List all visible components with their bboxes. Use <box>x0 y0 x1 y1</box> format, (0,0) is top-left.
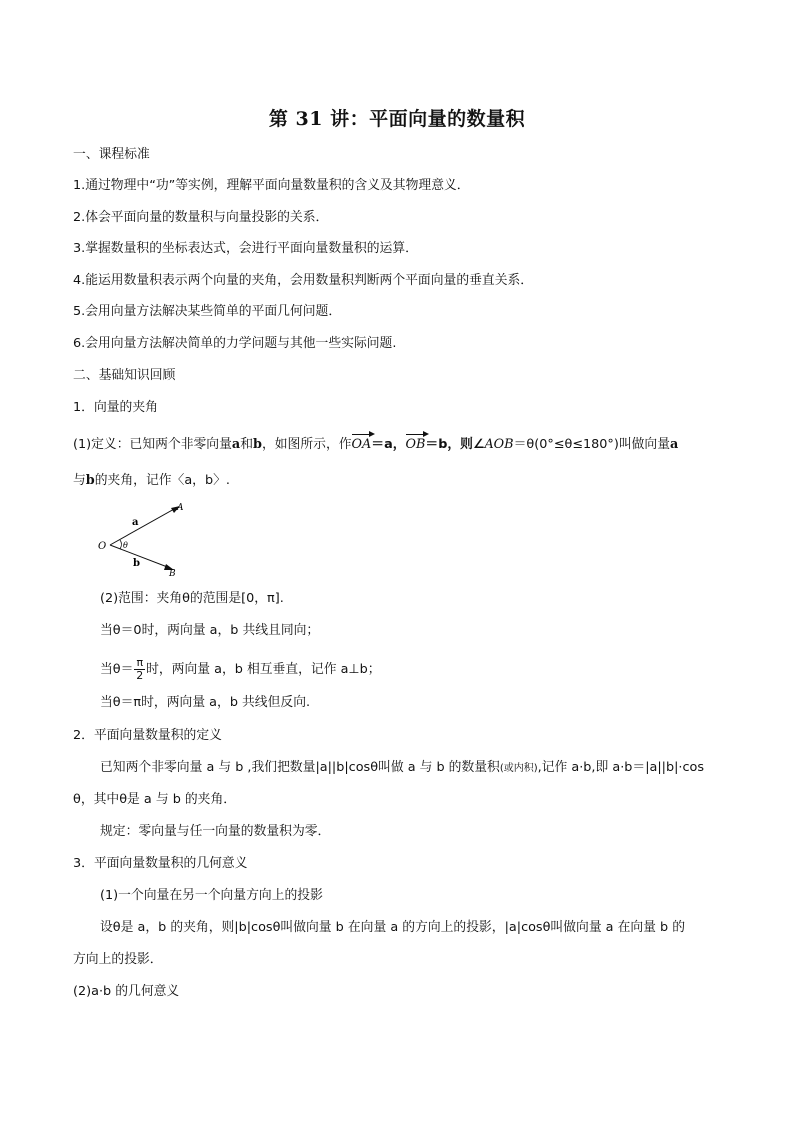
label-a-point: A <box>177 503 184 513</box>
section-heading-standards: 一、课程标准 <box>73 147 150 162</box>
case-pi: 当θ＝π时，两向量 a，b 共线但反向. <box>100 695 311 710</box>
definition-line-1: (1)定义：已知两个非零向量a和b，如图所示，作OA＝a，OB＝b，则∠AOB＝θ(0°≤θ≤180°)叫做向量a <box>73 437 679 452</box>
vector-a-line <box>110 508 176 545</box>
label-b-point: B <box>169 569 176 579</box>
range-line: (2)范围：夹角θ的范围是[0，π]. <box>100 591 284 606</box>
subsection-heading-geometry: 3．平面向量数量积的几何意义 <box>73 856 248 871</box>
case-zero: 当θ＝0时，两向量 a，b 共线且同向； <box>100 623 320 638</box>
page-title: 第 31 讲：平面向量的数量积 <box>268 108 526 130</box>
label-o: O <box>98 541 107 552</box>
projection-heading: (1)一个向量在另一个向量方向上的投影 <box>100 888 323 903</box>
label-vector-a: a <box>132 517 139 528</box>
dot-product-definition: 已知两个非零向量 a 与 b ,我们把数量|a||b|cosθ叫做 a 与 b 的数量积(或内积),记作 a·b,即 a·b＝|a||b|·cos <box>100 760 705 775</box>
projection-text: 设θ是 a，b 的夹角，则|b|cosθ叫做向量 b 在向量 a 的方向上的投影，|a|cosθ叫做向量 a 在向量 b 的 <box>100 920 686 935</box>
geometric-meaning-heading: (2)a·b 的几何意义 <box>73 984 180 999</box>
definition-line-2: 与b的夹角，记作〈a，b〉. <box>73 473 230 488</box>
label-theta: θ <box>123 541 128 550</box>
projection-text-cont: 方向上的投影． <box>73 952 163 967</box>
vector-ob: OB <box>405 437 426 452</box>
subsection-heading-angle: 1．向量的夹角 <box>73 400 158 415</box>
section-heading-basics: 二、基础知识回顾 <box>73 368 176 383</box>
vector-b-line <box>110 545 170 568</box>
standard-item: 1.通过物理中“功”等实例，理解平面向量数量积的含义及其物理意义． <box>73 178 470 193</box>
standard-item: 2.体会平面向量的数量积与向量投影的关系． <box>73 210 329 225</box>
subsection-heading-dot-product: 2．平面向量数量积的定义 <box>73 728 222 743</box>
case-perpendicular: 当θ＝ $\frac{\pi}{2}$ 时，两向量 a，b 相互垂直，记作 a⊥b； <box>100 656 381 682</box>
fraction-pi-over-2: $\frac{\pi}{2}$ <box>136 656 144 682</box>
zero-vector-rule: 规定：零向量与任一向量的数量积为零． <box>100 824 331 839</box>
standard-item: 4.能运用数量积表示两个向量的夹角，会用数量积判断两个平面向量的垂直关系． <box>73 273 534 288</box>
standard-item: 5.会用向量方法解决某些简单的平面几何问题． <box>73 304 342 319</box>
dot-product-definition-cont: θ，其中θ是 a 与 b 的夹角． <box>73 792 237 807</box>
standard-item: 3.掌握数量积的坐标表达式，会进行平面向量数量积的运算． <box>73 241 418 256</box>
vector-oa: OA <box>351 437 372 452</box>
angle-arc <box>120 540 122 549</box>
standard-item: 6.会用向量方法解决简单的力学问题与其他一些实际问题. <box>73 336 397 351</box>
angle-figure <box>96 500 196 580</box>
label-vector-b: b <box>133 558 140 569</box>
